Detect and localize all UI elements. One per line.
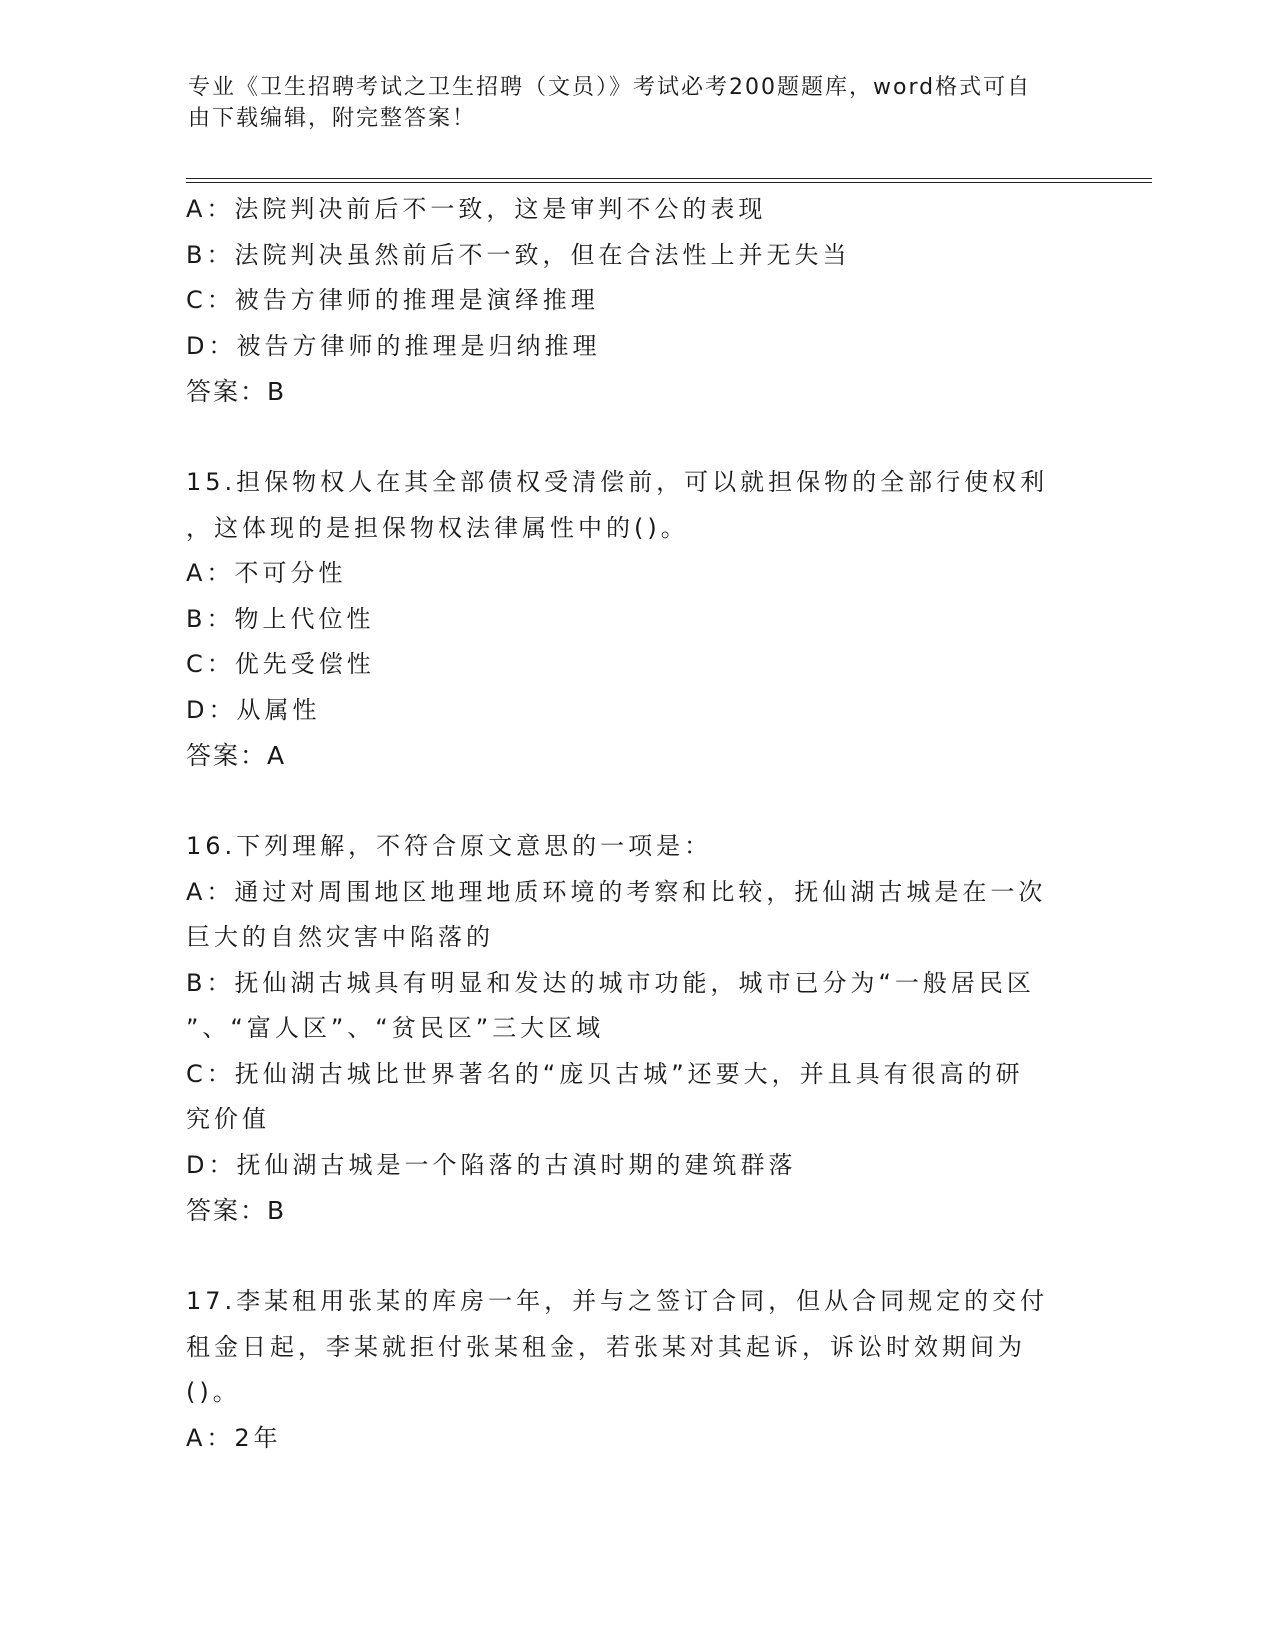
question-17: [186, 1279, 1086, 1461]
option-c: C：抚仙湖古城比世界著名的“庞贝古城”还要大，并且具有很高的研: [186, 1059, 1024, 1088]
question-stem: 16.下列理解，不符合原文意思的一项是：: [186, 832, 713, 860]
question-stem-continued: 租金日起，李某就拒付张某租金，若张某对其起诉，诉讼时效期间为: [186, 1332, 1026, 1361]
header-rule-top: [186, 178, 1152, 179]
option-a: A：通过对周围地区地理地质环境的考察和比较，抚仙湖古城是在一次: [186, 877, 1047, 906]
header-line-2: 由下载编辑，附完整答案！: [188, 106, 477, 131]
answer: 答案：B: [186, 1196, 287, 1225]
option-c: C：被告方律师的推理是演绎推理: [186, 286, 599, 314]
option-b-continued: ”、“富人区”、“贫民区”三大区域: [186, 1014, 605, 1042]
option-b: B：法院判决虽然前后不一致，但在合法性上并无失当: [186, 240, 851, 269]
option-c-continued: 究价值: [186, 1105, 270, 1133]
header-line-1: 专业《卫生招聘考试之卫生招聘（文员）》考试必考200题题库，word格式可自: [188, 75, 1032, 100]
option-a: A：2年: [186, 1423, 282, 1452]
spacer: [186, 415, 1086, 461]
question-15: [186, 460, 1086, 779]
question-stem: 15.担保物权人在其全部债权受清偿前，可以就担保物的全部行使权利: [186, 468, 1049, 496]
answer: 答案：B: [186, 377, 287, 406]
spacer: [186, 1234, 1086, 1280]
option-b: B：物上代位性: [186, 604, 375, 633]
question-stem-continued: ，这体现的是担保物权法律属性中的()。: [186, 513, 689, 542]
option-d: D：从属性: [186, 695, 321, 724]
option-d: D：抚仙湖古城是一个陷落的古滇时期的建筑群落: [186, 1150, 797, 1179]
option-d: D：被告方律师的推理是归纳推理: [186, 331, 601, 360]
question-16: [186, 824, 1086, 1234]
header-rule-bottom: [186, 182, 1152, 183]
document-body: [186, 187, 1086, 1461]
option-a: A：法院判决前后不一致，这是审判不公的表现: [186, 195, 767, 223]
option-b: B：抚仙湖古城具有明显和发达的城市功能，城市已分为“一般居民区: [186, 968, 1035, 997]
spacer: [186, 779, 1086, 825]
option-c: C：优先受偿性: [186, 650, 375, 678]
document-header: [188, 72, 1068, 134]
option-a-continued: 巨大的自然灾害中陷落的: [186, 923, 494, 951]
question-stem-continued: ()。: [186, 1378, 241, 1406]
question-stem: 17.李某租用张某的库房一年，并与之签订合同，但从合同规定的交付: [186, 1287, 1049, 1315]
answer: 答案：A: [186, 741, 287, 770]
question-14: [186, 187, 1086, 415]
option-a: A：不可分性: [186, 559, 347, 587]
